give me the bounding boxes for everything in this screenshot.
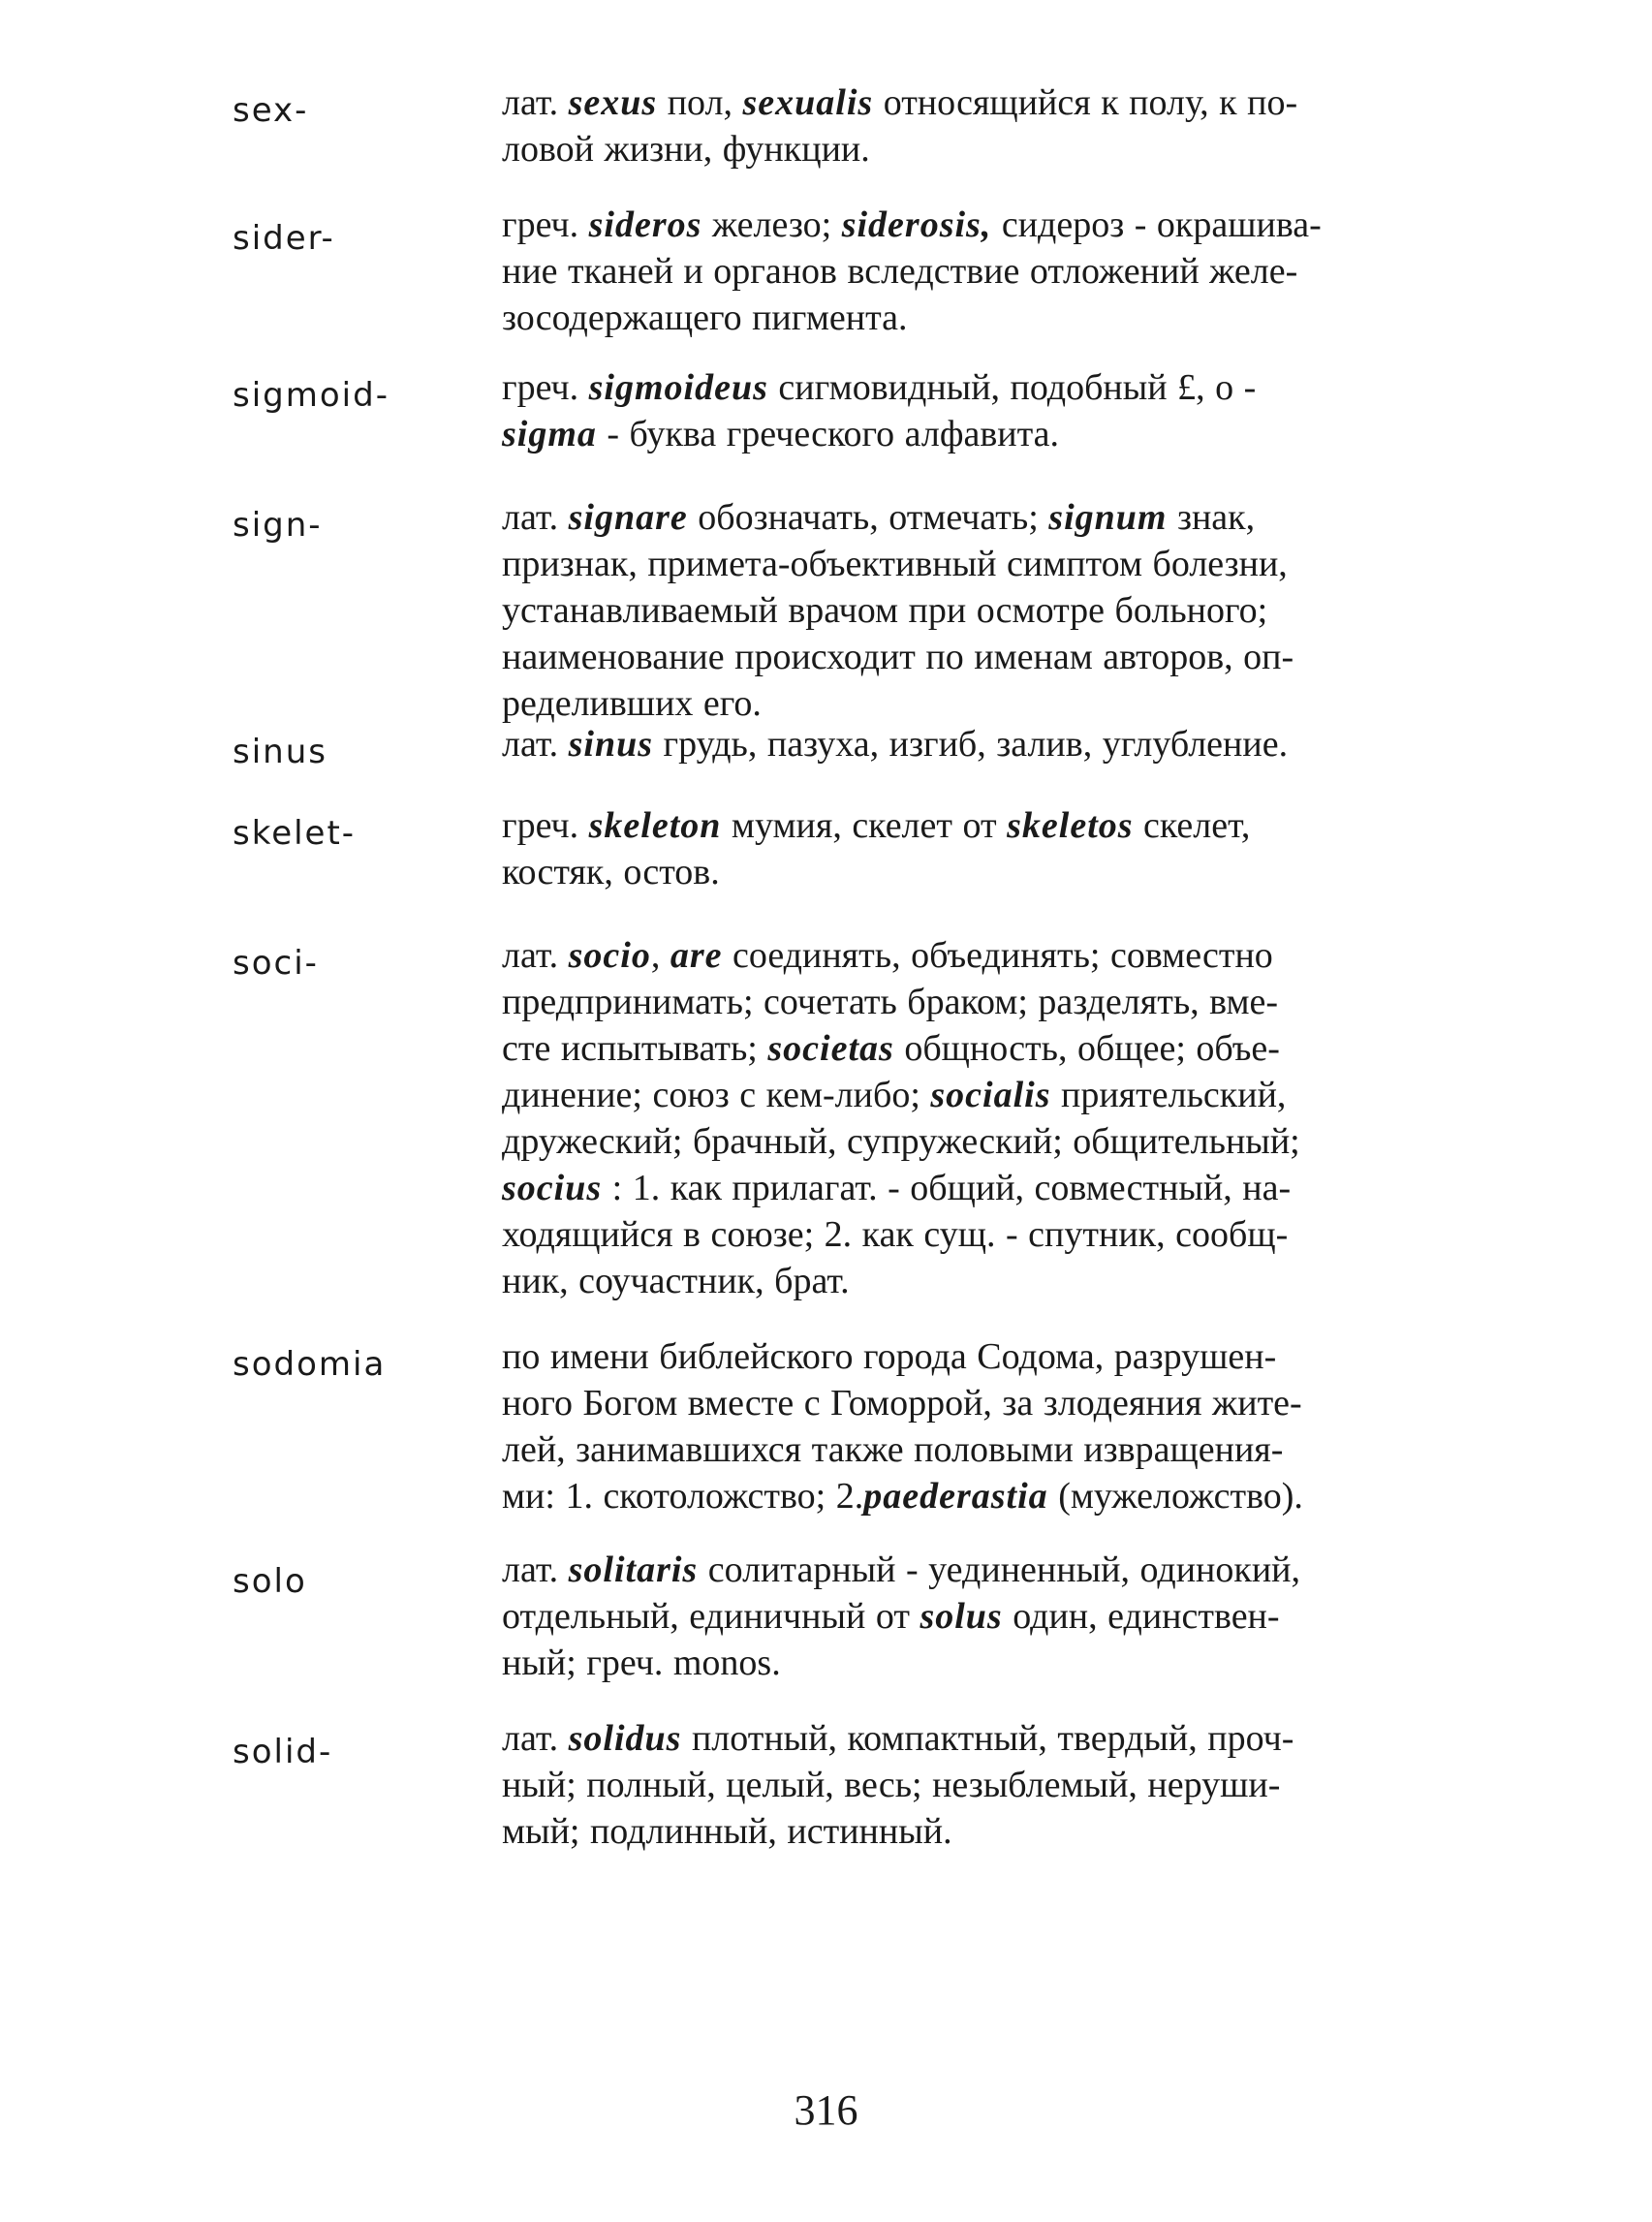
definition-line — [502, 494, 1432, 541]
definition-line — [502, 248, 1432, 295]
definition-line — [502, 202, 1432, 248]
entry-definition — [502, 721, 1432, 767]
definition-text: греч. — [502, 805, 589, 846]
definition-line — [502, 1258, 1432, 1304]
entry-term: solo — [233, 1562, 307, 1601]
definition-line — [502, 1715, 1432, 1762]
headword-form: sexus — [568, 82, 658, 123]
definition-text: мумия, скелет от — [721, 805, 1008, 846]
definition-line — [502, 1473, 1432, 1519]
headword-form: solidus — [568, 1718, 682, 1759]
entry-term: soci- — [233, 944, 319, 983]
definition-line — [502, 541, 1432, 587]
definition-text: соединять, объединять; совместно — [722, 935, 1273, 976]
page-number: 316 — [794, 2086, 858, 2134]
definition-text: дружеский; брачный, супружеский; общительный; — [502, 1121, 1300, 1162]
definition-text: относящийся к полу, к по- — [873, 82, 1298, 123]
entry-definition — [502, 79, 1432, 172]
definition-text: ный; греч. monos. — [502, 1643, 781, 1683]
definition-text: предпринимать; сочетать браком; разделять, вме- — [502, 982, 1279, 1022]
definition-line — [502, 680, 1432, 727]
definition-text: лат. — [502, 497, 569, 538]
headword-form: signum — [1048, 497, 1168, 538]
definition-line — [502, 587, 1432, 634]
definition-line — [502, 411, 1432, 457]
headword-form: siderosis, — [841, 204, 992, 245]
definition-text: плотный, компактный, твердый, проч- — [681, 1718, 1294, 1759]
definition-text: лат. — [502, 724, 569, 765]
definition-text: наименование происходит по именам авторов, оп- — [502, 637, 1294, 677]
headword-form: paederastia — [863, 1476, 1048, 1517]
entry-definition — [502, 1715, 1432, 1855]
entry-definition — [502, 932, 1432, 1304]
definition-text: лат. — [502, 935, 569, 976]
headword-form: sideros — [588, 204, 702, 245]
definition-text: сидероз - окрашива- — [991, 204, 1322, 245]
definition-text: ределивших его. — [502, 683, 762, 724]
entry-term: sodomia — [233, 1345, 387, 1384]
headword-form: skeleton — [588, 805, 722, 846]
definition-text: сигмовидный, подобный £, о - — [767, 367, 1257, 408]
definition-line — [502, 1426, 1432, 1473]
headword-form: solitaris — [568, 1549, 699, 1590]
headword-form: sexualis — [742, 82, 874, 123]
entry-definition — [502, 1547, 1432, 1686]
definition-line — [502, 295, 1432, 341]
definition-text: зосодержащего пигмента. — [502, 297, 908, 338]
entry-definition — [502, 802, 1432, 895]
definition-text: ного Богом вместе с Гоморрой, за злодеяния жите- — [502, 1383, 1302, 1424]
definition-text: приятельский, — [1050, 1075, 1287, 1115]
definition-text: общность, общее; объе- — [893, 1028, 1280, 1069]
definition-text: ние тканей и органов вследствие отложений желе- — [502, 251, 1298, 292]
definition-line — [502, 721, 1432, 767]
definition-text: костяк, остов. — [502, 852, 720, 892]
definition-line — [502, 1333, 1432, 1380]
definition-text: (мужеложство). — [1047, 1476, 1303, 1517]
entry-term: skelet- — [233, 814, 357, 853]
entry-term: sex- — [233, 91, 309, 130]
entry-term: sinus — [233, 733, 327, 771]
definition-line — [502, 849, 1432, 895]
entry-definition — [502, 364, 1432, 457]
definition-text: сте испытывать; — [502, 1028, 768, 1069]
definition-text: грудь, пазуха, изгиб, залив, углубление. — [653, 724, 1289, 765]
definition-text: - буква греческого алфавита. — [596, 414, 1060, 454]
definition-line — [502, 79, 1432, 126]
headword-form: are — [670, 935, 723, 976]
definition-text: признак, примета-объективный симптом болезни, — [502, 544, 1288, 584]
entry-term: solid- — [233, 1733, 333, 1771]
definition-line — [502, 1593, 1432, 1640]
definition-text: ный; полный, целый, весь; незыблемый, неруши- — [502, 1765, 1281, 1805]
definition-line — [502, 126, 1432, 172]
headword-form: socius — [502, 1168, 603, 1208]
definition-text: , — [650, 935, 670, 976]
definition-text: динение; союз с кем-либо; — [502, 1075, 931, 1115]
definition-text: железо; — [701, 204, 842, 245]
headword-form: societas — [767, 1028, 894, 1069]
headword-form: sigma — [502, 414, 597, 454]
definition-line — [502, 1072, 1432, 1118]
definition-line — [502, 364, 1432, 411]
definition-text: мый; подлинный, истинный. — [502, 1811, 952, 1852]
entry-definition — [502, 1333, 1432, 1519]
entry-term: sign- — [233, 506, 323, 545]
definition-text: лат. — [502, 1718, 569, 1759]
headword-form: socio — [568, 935, 651, 976]
definition-text: по имени библейского города Содома, разрушен- — [502, 1336, 1277, 1377]
definition-text: лей, занимавшихся также половыми извращения- — [502, 1429, 1284, 1470]
definition-text: один, единствен- — [1002, 1596, 1280, 1637]
headword-form: socialis — [930, 1075, 1051, 1115]
headword-form: sinus — [568, 724, 654, 765]
definition-line — [502, 634, 1432, 680]
headword-form: sigmoideus — [588, 367, 768, 408]
definition-line — [502, 1118, 1432, 1165]
definition-text: отдельный, единичный от — [502, 1596, 920, 1637]
definition-line — [502, 1165, 1432, 1211]
definition-text: греч. — [502, 367, 589, 408]
definition-line — [502, 802, 1432, 849]
definition-text: греч. — [502, 204, 589, 245]
definition-line — [502, 1025, 1432, 1072]
definition-text: устанавливаемый врачом при осмотре больного; — [502, 590, 1268, 631]
definition-line — [502, 1808, 1432, 1855]
definition-text: скелет, — [1133, 805, 1251, 846]
definition-text: лат. — [502, 82, 569, 123]
entry-definition — [502, 494, 1432, 727]
definition-line — [502, 979, 1432, 1025]
entry-term: sider- — [233, 219, 335, 258]
definition-text: солитарный - уединенный, одинокий, — [698, 1549, 1300, 1590]
definition-line — [502, 1762, 1432, 1808]
headword-form: signare — [568, 497, 688, 538]
headword-form: skeletos — [1007, 805, 1134, 846]
entry-term: sigmoid- — [233, 376, 390, 415]
definition-line — [502, 932, 1432, 979]
definition-text: пол, — [657, 82, 743, 123]
headword-form: solus — [920, 1596, 1003, 1637]
definition-line — [502, 1547, 1432, 1593]
definition-text: обозначать, отмечать; — [687, 497, 1049, 538]
definition-text: лат. — [502, 1549, 569, 1590]
definition-line — [502, 1640, 1432, 1686]
definition-text: ловой жизни, функции. — [502, 129, 870, 170]
definition-line — [502, 1380, 1432, 1426]
definition-text: ник, соучастник, брат. — [502, 1261, 850, 1301]
definition-text: : 1. как прилагат. - общий, совместный, на- — [602, 1168, 1292, 1208]
definition-text: ми: 1. скотоложство; 2. — [502, 1476, 864, 1517]
definition-text: ходящийся в союзе; 2. как сущ. - спутник, сообщ- — [502, 1214, 1289, 1255]
entry-definition — [502, 202, 1432, 341]
definition-text: знак, — [1167, 497, 1256, 538]
definition-line — [502, 1211, 1432, 1258]
